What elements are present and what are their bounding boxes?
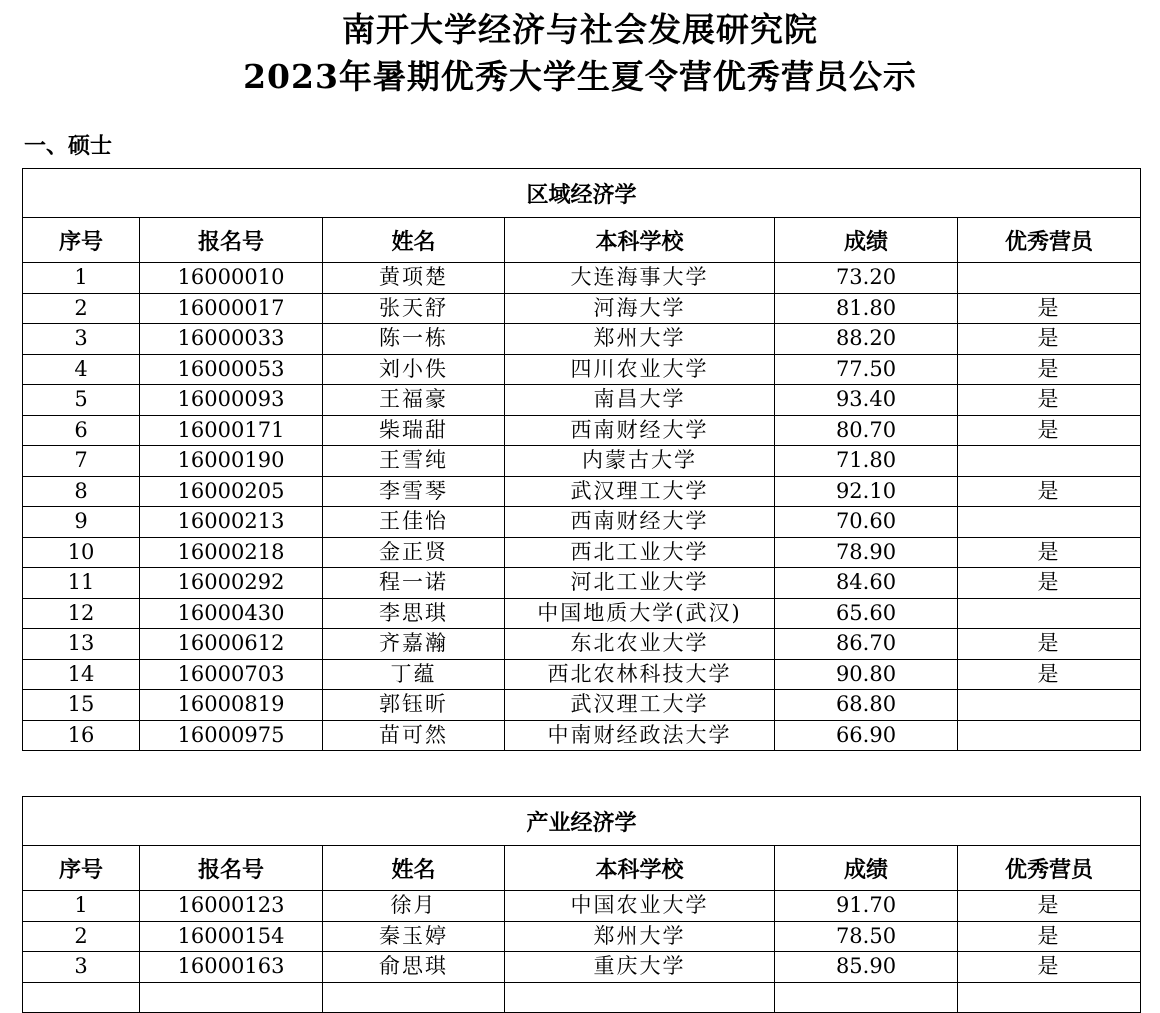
cell-name: 黄项楚	[323, 263, 505, 294]
table-row	[23, 415, 1141, 446]
cell-score: 65.60	[775, 598, 958, 629]
table-row	[23, 891, 1141, 922]
cell-school: 四川农业大学	[505, 354, 775, 385]
cell-score: 68.80	[775, 690, 958, 721]
cell-seq: 9	[23, 507, 140, 538]
cell-school: 郑州大学	[505, 324, 775, 355]
cell-reg-no: 16000171	[140, 415, 323, 446]
cell-seq: 1	[23, 891, 140, 922]
cell-score: 71.80	[775, 446, 958, 477]
table-row	[23, 385, 1141, 416]
document-title-line2: 2023年暑期优秀大学生夏令营优秀营员公示	[243, 57, 917, 96]
table-row	[23, 598, 1141, 629]
cell-reg-no: 16000163	[140, 952, 323, 983]
cell-reg-no: 16000213	[140, 507, 323, 538]
table-row	[23, 476, 1141, 507]
cell-school: 西北工业大学	[505, 537, 775, 568]
cell-name	[323, 982, 505, 1013]
cell-score: 84.60	[775, 568, 958, 599]
cell-school	[505, 982, 775, 1013]
cell-seq: 13	[23, 629, 140, 660]
cell-seq: 3	[23, 324, 140, 355]
cell-seq: 6	[23, 415, 140, 446]
cell-seq: 8	[23, 476, 140, 507]
document-title-line1: 南开大学经济与社会发展研究院	[342, 10, 818, 49]
cell-excellent	[958, 598, 1141, 629]
section-heading: 一、硕士	[24, 133, 113, 159]
cell-score: 86.70	[775, 629, 958, 660]
table-row	[23, 446, 1141, 477]
cell-excellent: 是	[958, 415, 1141, 446]
cell-reg-no: 16000154	[140, 921, 323, 952]
cell-school: 河海大学	[505, 293, 775, 324]
cell-name: 齐嘉瀚	[323, 629, 505, 660]
results-table-industrial-economics	[22, 796, 1141, 1013]
table-row	[23, 263, 1141, 294]
column-header-reg-no: 报名号	[140, 846, 323, 891]
cell-name: 李雪琴	[323, 476, 505, 507]
table-row	[23, 659, 1141, 690]
cell-name: 张天舒	[323, 293, 505, 324]
cell-excellent: 是	[958, 476, 1141, 507]
cell-school: 中国农业大学	[505, 891, 775, 922]
table-row	[23, 982, 1141, 1013]
cell-excellent	[958, 446, 1141, 477]
cell-seq: 12	[23, 598, 140, 629]
cell-excellent	[958, 263, 1141, 294]
cell-seq: 11	[23, 568, 140, 599]
cell-reg-no: 16000033	[140, 324, 323, 355]
table-header-row	[23, 218, 1141, 263]
table-row	[23, 921, 1141, 952]
table-row	[23, 324, 1141, 355]
cell-reg-no: 16000010	[140, 263, 323, 294]
table-row	[23, 507, 1141, 538]
cell-excellent	[958, 507, 1141, 538]
column-header-score: 成绩	[775, 218, 958, 263]
table-row	[23, 629, 1141, 660]
column-header-excellent: 优秀营员	[958, 846, 1141, 891]
table-header-row	[23, 846, 1141, 891]
column-header-seq: 序号	[23, 218, 140, 263]
cell-reg-no: 16000093	[140, 385, 323, 416]
cell-seq: 5	[23, 385, 140, 416]
cell-school: 中南财经政法大学	[505, 720, 775, 751]
cell-score: 88.20	[775, 324, 958, 355]
cell-reg-no: 16000123	[140, 891, 323, 922]
cell-excellent	[958, 982, 1141, 1013]
cell-excellent: 是	[958, 921, 1141, 952]
cell-name: 李思琪	[323, 598, 505, 629]
table-caption: 区域经济学	[23, 169, 1141, 218]
cell-score	[775, 982, 958, 1013]
cell-school: 东北农业大学	[505, 629, 775, 660]
cell-reg-no: 16000053	[140, 354, 323, 385]
cell-school: 武汉理工大学	[505, 690, 775, 721]
table-row	[23, 720, 1141, 751]
table-caption: 产业经济学	[23, 797, 1141, 846]
cell-name: 俞思琪	[323, 952, 505, 983]
column-header-excellent: 优秀营员	[958, 218, 1141, 263]
cell-seq: 2	[23, 921, 140, 952]
cell-reg-no: 16000205	[140, 476, 323, 507]
column-header-name: 姓名	[323, 218, 505, 263]
table-row	[23, 293, 1141, 324]
cell-excellent: 是	[958, 385, 1141, 416]
cell-name: 丁蕴	[323, 659, 505, 690]
cell-excellent: 是	[958, 293, 1141, 324]
cell-excellent: 是	[958, 659, 1141, 690]
cell-seq: 4	[23, 354, 140, 385]
table-row	[23, 537, 1141, 568]
cell-name: 王雪纯	[323, 446, 505, 477]
cell-seq: 16	[23, 720, 140, 751]
cell-score: 93.40	[775, 385, 958, 416]
cell-reg-no	[140, 982, 323, 1013]
cell-reg-no: 16000430	[140, 598, 323, 629]
cell-excellent: 是	[958, 537, 1141, 568]
cell-school: 西北农林科技大学	[505, 659, 775, 690]
cell-score: 85.90	[775, 952, 958, 983]
cell-school: 河北工业大学	[505, 568, 775, 599]
cell-excellent: 是	[958, 629, 1141, 660]
cell-score: 77.50	[775, 354, 958, 385]
cell-school: 内蒙古大学	[505, 446, 775, 477]
cell-name: 郭钰昕	[323, 690, 505, 721]
cell-score: 78.90	[775, 537, 958, 568]
cell-seq	[23, 982, 140, 1013]
cell-seq: 1	[23, 263, 140, 294]
cell-name: 刘小佚	[323, 354, 505, 385]
column-header-score: 成绩	[775, 846, 958, 891]
cell-score: 73.20	[775, 263, 958, 294]
cell-seq: 3	[23, 952, 140, 983]
cell-excellent	[958, 690, 1141, 721]
cell-reg-no: 16000190	[140, 446, 323, 477]
cell-score: 78.50	[775, 921, 958, 952]
cell-name: 程一诺	[323, 568, 505, 599]
table-row	[23, 952, 1141, 983]
cell-score: 70.60	[775, 507, 958, 538]
results-table-regional-economics	[22, 168, 1141, 751]
cell-excellent	[958, 720, 1141, 751]
cell-reg-no: 16000612	[140, 629, 323, 660]
cell-seq: 14	[23, 659, 140, 690]
cell-school: 中国地质大学(武汉)	[505, 598, 775, 629]
column-header-seq: 序号	[23, 846, 140, 891]
cell-school: 武汉理工大学	[505, 476, 775, 507]
cell-school: 郑州大学	[505, 921, 775, 952]
cell-score: 80.70	[775, 415, 958, 446]
cell-name: 金正贤	[323, 537, 505, 568]
cell-reg-no: 16000819	[140, 690, 323, 721]
column-header-school: 本科学校	[505, 846, 775, 891]
cell-name: 苗可然	[323, 720, 505, 751]
column-header-reg-no: 报名号	[140, 218, 323, 263]
table-row	[23, 690, 1141, 721]
cell-school: 重庆大学	[505, 952, 775, 983]
cell-seq: 7	[23, 446, 140, 477]
cell-excellent: 是	[958, 952, 1141, 983]
cell-score: 92.10	[775, 476, 958, 507]
cell-school: 西南财经大学	[505, 415, 775, 446]
cell-seq: 2	[23, 293, 140, 324]
table-row	[23, 568, 1141, 599]
cell-excellent: 是	[958, 568, 1141, 599]
cell-reg-no: 16000975	[140, 720, 323, 751]
cell-name: 秦玉婷	[323, 921, 505, 952]
cell-school: 南昌大学	[505, 385, 775, 416]
cell-school: 大连海事大学	[505, 263, 775, 294]
table-row	[23, 354, 1141, 385]
cell-excellent: 是	[958, 324, 1141, 355]
cell-name: 王佳怡	[323, 507, 505, 538]
cell-name: 陈一栋	[323, 324, 505, 355]
cell-reg-no: 16000017	[140, 293, 323, 324]
cell-excellent: 是	[958, 354, 1141, 385]
cell-score: 81.80	[775, 293, 958, 324]
column-header-school: 本科学校	[505, 218, 775, 263]
cell-excellent: 是	[958, 891, 1141, 922]
cell-school: 西南财经大学	[505, 507, 775, 538]
cell-score: 90.80	[775, 659, 958, 690]
cell-seq: 15	[23, 690, 140, 721]
cell-reg-no: 16000703	[140, 659, 323, 690]
column-header-name: 姓名	[323, 846, 505, 891]
cell-name: 徐月	[323, 891, 505, 922]
cell-score: 66.90	[775, 720, 958, 751]
cell-seq: 10	[23, 537, 140, 568]
cell-score: 91.70	[775, 891, 958, 922]
cell-reg-no: 16000292	[140, 568, 323, 599]
cell-reg-no: 16000218	[140, 537, 323, 568]
cell-name: 王福豪	[323, 385, 505, 416]
cell-name: 柴瑞甜	[323, 415, 505, 446]
